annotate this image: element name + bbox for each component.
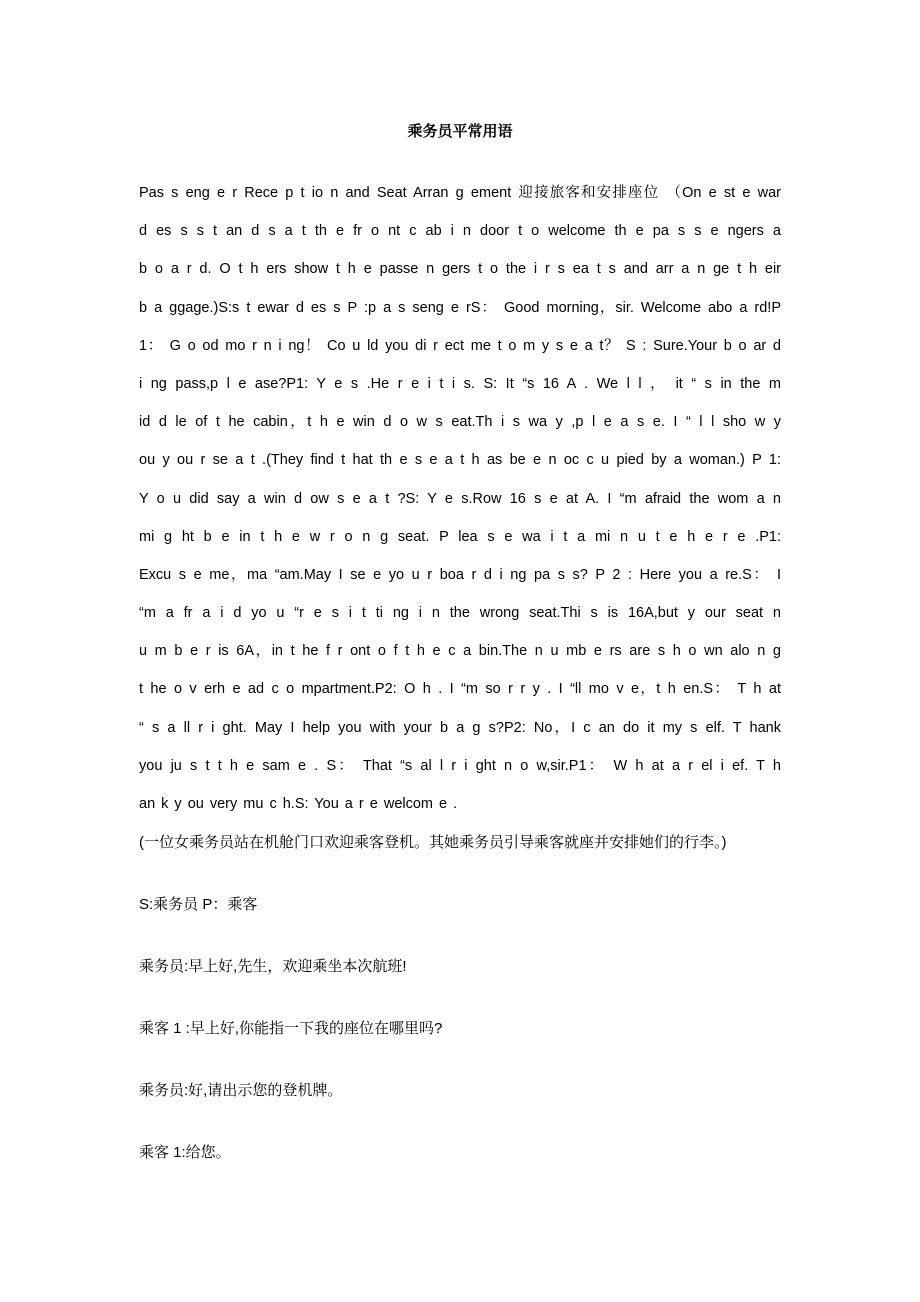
text-line: Excu s e me，ma “am.May I se e yo u r boa r d i ng pa s s? P 2 : Here you a re.S： I xyxy=(139,566,781,583)
text-line: “ s a ll r i ght. May I help you with your b a g s?P2: No，I c an do it my s elf. T hank xyxy=(139,719,781,736)
dialogue-line: 乘务员:好,请出示您的登机牌。 xyxy=(139,1082,343,1099)
text-line: b o a r d. O t h ers show t h e passe n gers t o the i r s ea t s and arr a n ge t h eir xyxy=(139,261,781,278)
text-line: “m a fr a i d yo u “r e s i t ti ng i n the wrong seat.Thi s is 16A,but y our seat n xyxy=(139,605,781,622)
text-line: d es s s t an d s a t th e fr o nt c ab i n door t o welcome th e pa s s e ngers a xyxy=(139,223,781,240)
chinese-translation: (一位女乘务员站在机舱门口欢迎乘客登机。其她乘务员引导乘客就座并安排她们的行李。) xyxy=(139,834,727,851)
document-title: 乘务员平常用语 xyxy=(407,123,513,140)
text-line: ou y ou r se a t .(They find t hat th e s e a t h as be e n oc c u pied by a woman.) P 1: xyxy=(139,452,781,469)
text-line: Y o u did say a win d ow s e a t ?S: Y e s.Row 16 s e at A. I “m afraid the wom a n xyxy=(139,490,781,507)
text-line: u m b e r is 6A，in t he f r ont o f t h e c a bin.The n u mb e rs are s h o wn alo n g xyxy=(139,643,781,660)
text-line: Pas s eng e r Rece p t io n and Seat Arran g ement 迎接旅客和安排座位 （On e st e war xyxy=(139,185,781,201)
dialogue-line: 乘客 1:给您。 xyxy=(139,1144,231,1161)
role-legend: S:乘务员 P：乘客 xyxy=(139,896,258,913)
dialogue-line: 乘务员:早上好,先生，欢迎乘坐本次航班! xyxy=(139,958,407,975)
text-line: mi g ht b e in t h e w r o n g seat. P lea s e wa i t a mi n u t e h e r e .P1: xyxy=(139,528,781,545)
dialogue-line: 乘客 1 :早上好,你能指一下我的座位在哪里吗? xyxy=(139,1020,443,1037)
text-line: id d le of t he cabin，t h e win d o w s eat.Th i s wa y ,p l e a s e. I “ l l sho w y xyxy=(139,414,781,431)
text-line: 1： G o od mo r n i ng！ Co u ld you di r ect me t o m y s e a t？ S : Sure.Your b o ar d xyxy=(139,337,781,354)
english-dialogue xyxy=(139,182,781,831)
text-line: b a ggage.)S:s t ewar d es s P :p a s seng e rS： Good morning，sir. Welcome abo a rd!P xyxy=(139,299,781,316)
text-line: an k y ou very mu c h.S: You a r e welcom e . xyxy=(139,796,458,812)
text-line: t he o v erh e ad c o mpartment.P2: O h . I “m so r r y . I “ll mo v e，t h en.S： T h at xyxy=(139,681,781,698)
text-line: i ng pass,p l e ase?P1: Y e s .He r e i t i s. S: It “s 16 A . We l l ， it “ s in the m xyxy=(139,375,781,392)
text-line: you ju s t t h e sam e . S： That “s al l r i ght n o w,sir.P1： W h at a r el i ef. T h xyxy=(139,757,781,774)
